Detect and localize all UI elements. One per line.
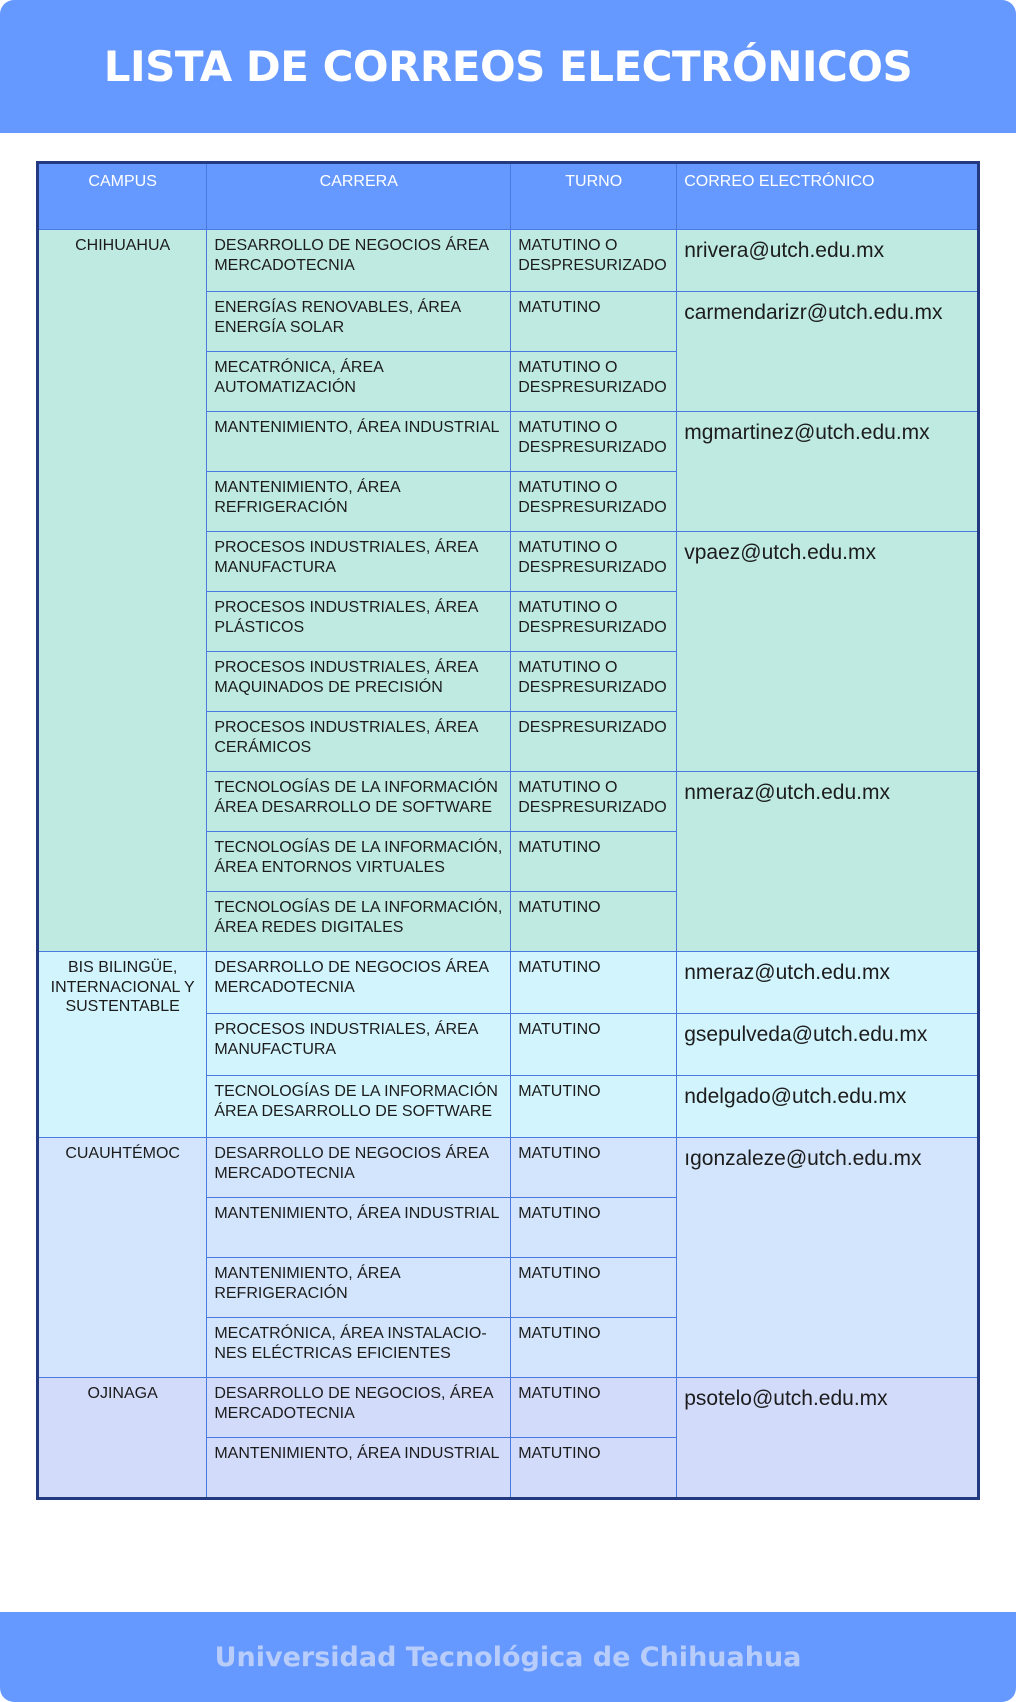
email-cell: nrivera@utch.edu.mx [677, 230, 979, 292]
carrera-cell: MANTENIMIENTO, ÁREA INDUSTRIAL [207, 1198, 511, 1258]
turno-cell: MATUTINO [511, 1258, 677, 1318]
turno-cell: DESPRESURIZADO [511, 712, 677, 772]
carrera-cell: PROCESOS INDUSTRIALES, ÁREA MANUFACTURA [207, 1014, 511, 1076]
carrera-cell: DESARROLLO DE NEGOCIOS ÁREA MERCADOTECNIA [207, 1138, 511, 1198]
header-correo: CORREO ELECTRÓNICO [677, 163, 979, 230]
email-table [36, 161, 980, 1500]
carrera-cell: TECNOLOGÍAS DE LA INFORMACIÓN ÁREA DESARROLLO DE SOFTWARE [207, 1076, 511, 1138]
email-cell: nmeraz@utch.edu.mx [677, 952, 979, 1014]
carrera-cell: MANTENIMIENTO, ÁREA REFRIGERACIÓN [207, 1258, 511, 1318]
campus-cell-chihuahua: CHIHUAHUA [38, 230, 207, 952]
table-row [38, 952, 979, 1014]
carrera-cell: DESARROLLO DE NEGOCIOS, ÁREA MERCADOTECNIA [207, 1378, 511, 1438]
turno-cell: MATUTINO [511, 292, 677, 352]
table-header-row [38, 163, 979, 230]
carrera-cell: TECNOLOGÍAS DE LA INFORMACIÓN ÁREA DESARROLLO DE SOFTWARE [207, 772, 511, 832]
carrera-cell: PROCESOS INDUSTRIALES, ÁREA CERÁMICOS [207, 712, 511, 772]
carrera-cell: MANTENIMIENTO, ÁREA INDUSTRIAL [207, 1438, 511, 1499]
footer-university-name: Universidad Tecnológica de Chihuahua [214, 1641, 802, 1673]
turno-cell: MATUTINO [511, 1318, 677, 1378]
email-cell: psotelo@utch.edu.mx [677, 1378, 979, 1499]
turno-cell: MATUTINO O DESPRESURIZADO [511, 592, 677, 652]
carrera-cell: TECNOLOGÍAS DE LA INFORMACIÓN, ÁREA REDES DIGITALES [207, 892, 511, 952]
header-banner [0, 0, 1016, 133]
email-cell: ndelgado@utch.edu.mx [677, 1076, 979, 1138]
carrera-cell: ENERGÍAS RENOVABLES, ÁREA ENERGÍA SOLAR [207, 292, 511, 352]
email-cell: ıgonzaleze@utch.edu.mx [677, 1138, 979, 1378]
carrera-cell: DESARROLLO DE NEGOCIOS ÁREA MERCADOTECNIA [207, 952, 511, 1014]
table-row [38, 1138, 979, 1198]
turno-cell: MATUTINO [511, 832, 677, 892]
turno-cell: MATUTINO [511, 1014, 677, 1076]
email-cell: carmendarizr@utch.edu.mx [677, 292, 979, 412]
carrera-cell: PROCESOS INDUSTRIALES, ÁREA MANUFACTURA [207, 532, 511, 592]
email-cell: nmeraz@utch.edu.mx [677, 772, 979, 952]
email-cell: gsepulveda@utch.edu.mx [677, 1014, 979, 1076]
turno-cell: MATUTINO O DESPRESURIZADO [511, 772, 677, 832]
turno-cell: MATUTINO [511, 952, 677, 1014]
turno-cell: MATUTINO [511, 892, 677, 952]
page-title: LISTA DE CORREOS ELECTRÓNICOS [103, 42, 913, 91]
carrera-cell: MANTENIMIENTO, ÁREA REFRIGERACIÓN [207, 472, 511, 532]
table-row [38, 230, 979, 292]
turno-cell: MATUTINO [511, 1438, 677, 1499]
turno-cell: MATUTINO [511, 1378, 677, 1438]
turno-cell: MATUTINO O DESPRESURIZADO [511, 532, 677, 592]
turno-cell: MATUTINO O DESPRESURIZADO [511, 230, 677, 292]
turno-cell: MATUTINO [511, 1198, 677, 1258]
footer-banner [0, 1612, 1016, 1702]
carrera-cell: TECNOLOGÍAS DE LA INFORMACIÓN, ÁREA ENTORNOS VIRTUALES [207, 832, 511, 892]
carrera-cell: DESARROLLO DE NEGOCIOS ÁREA MERCADOTECNIA [207, 230, 511, 292]
turno-cell: MATUTINO [511, 1138, 677, 1198]
header-carrera: CARRERA [207, 163, 511, 230]
turno-cell: MATUTINO O DESPRESURIZADO [511, 352, 677, 412]
carrera-cell: PROCESOS INDUSTRIALES, ÁREA PLÁSTICOS [207, 592, 511, 652]
carrera-cell: MECATRÓNICA, ÁREA INSTALACIO-NES ELÉCTRICAS EFICIENTES [207, 1318, 511, 1378]
campus-cell-ojinaga: OJINAGA [38, 1378, 207, 1499]
campus-cell-bis: BIS BILINGÜE, INTERNACIONAL Y SUSTENTABLE [38, 952, 207, 1138]
campus-cell-cuauhtemoc: CUAUHTÉMOC [38, 1138, 207, 1378]
turno-cell: MATUTINO [511, 1076, 677, 1138]
header-campus: CAMPUS [38, 163, 207, 230]
header-turno: TURNO [511, 163, 677, 230]
table-row [38, 1378, 979, 1438]
email-cell: vpaez@utch.edu.mx [677, 532, 979, 772]
carrera-cell: PROCESOS INDUSTRIALES, ÁREA MAQUINADOS DE PRECISIÓN [207, 652, 511, 712]
turno-cell: MATUTINO O DESPRESURIZADO [511, 652, 677, 712]
carrera-cell: MANTENIMIENTO, ÁREA INDUSTRIAL [207, 412, 511, 472]
carrera-cell: MECATRÓNICA, ÁREA AUTOMATIZACIÓN [207, 352, 511, 412]
turno-cell: MATUTINO O DESPRESURIZADO [511, 412, 677, 472]
email-cell: mgmartinez@utch.edu.mx [677, 412, 979, 532]
turno-cell: MATUTINO O DESPRESURIZADO [511, 472, 677, 532]
